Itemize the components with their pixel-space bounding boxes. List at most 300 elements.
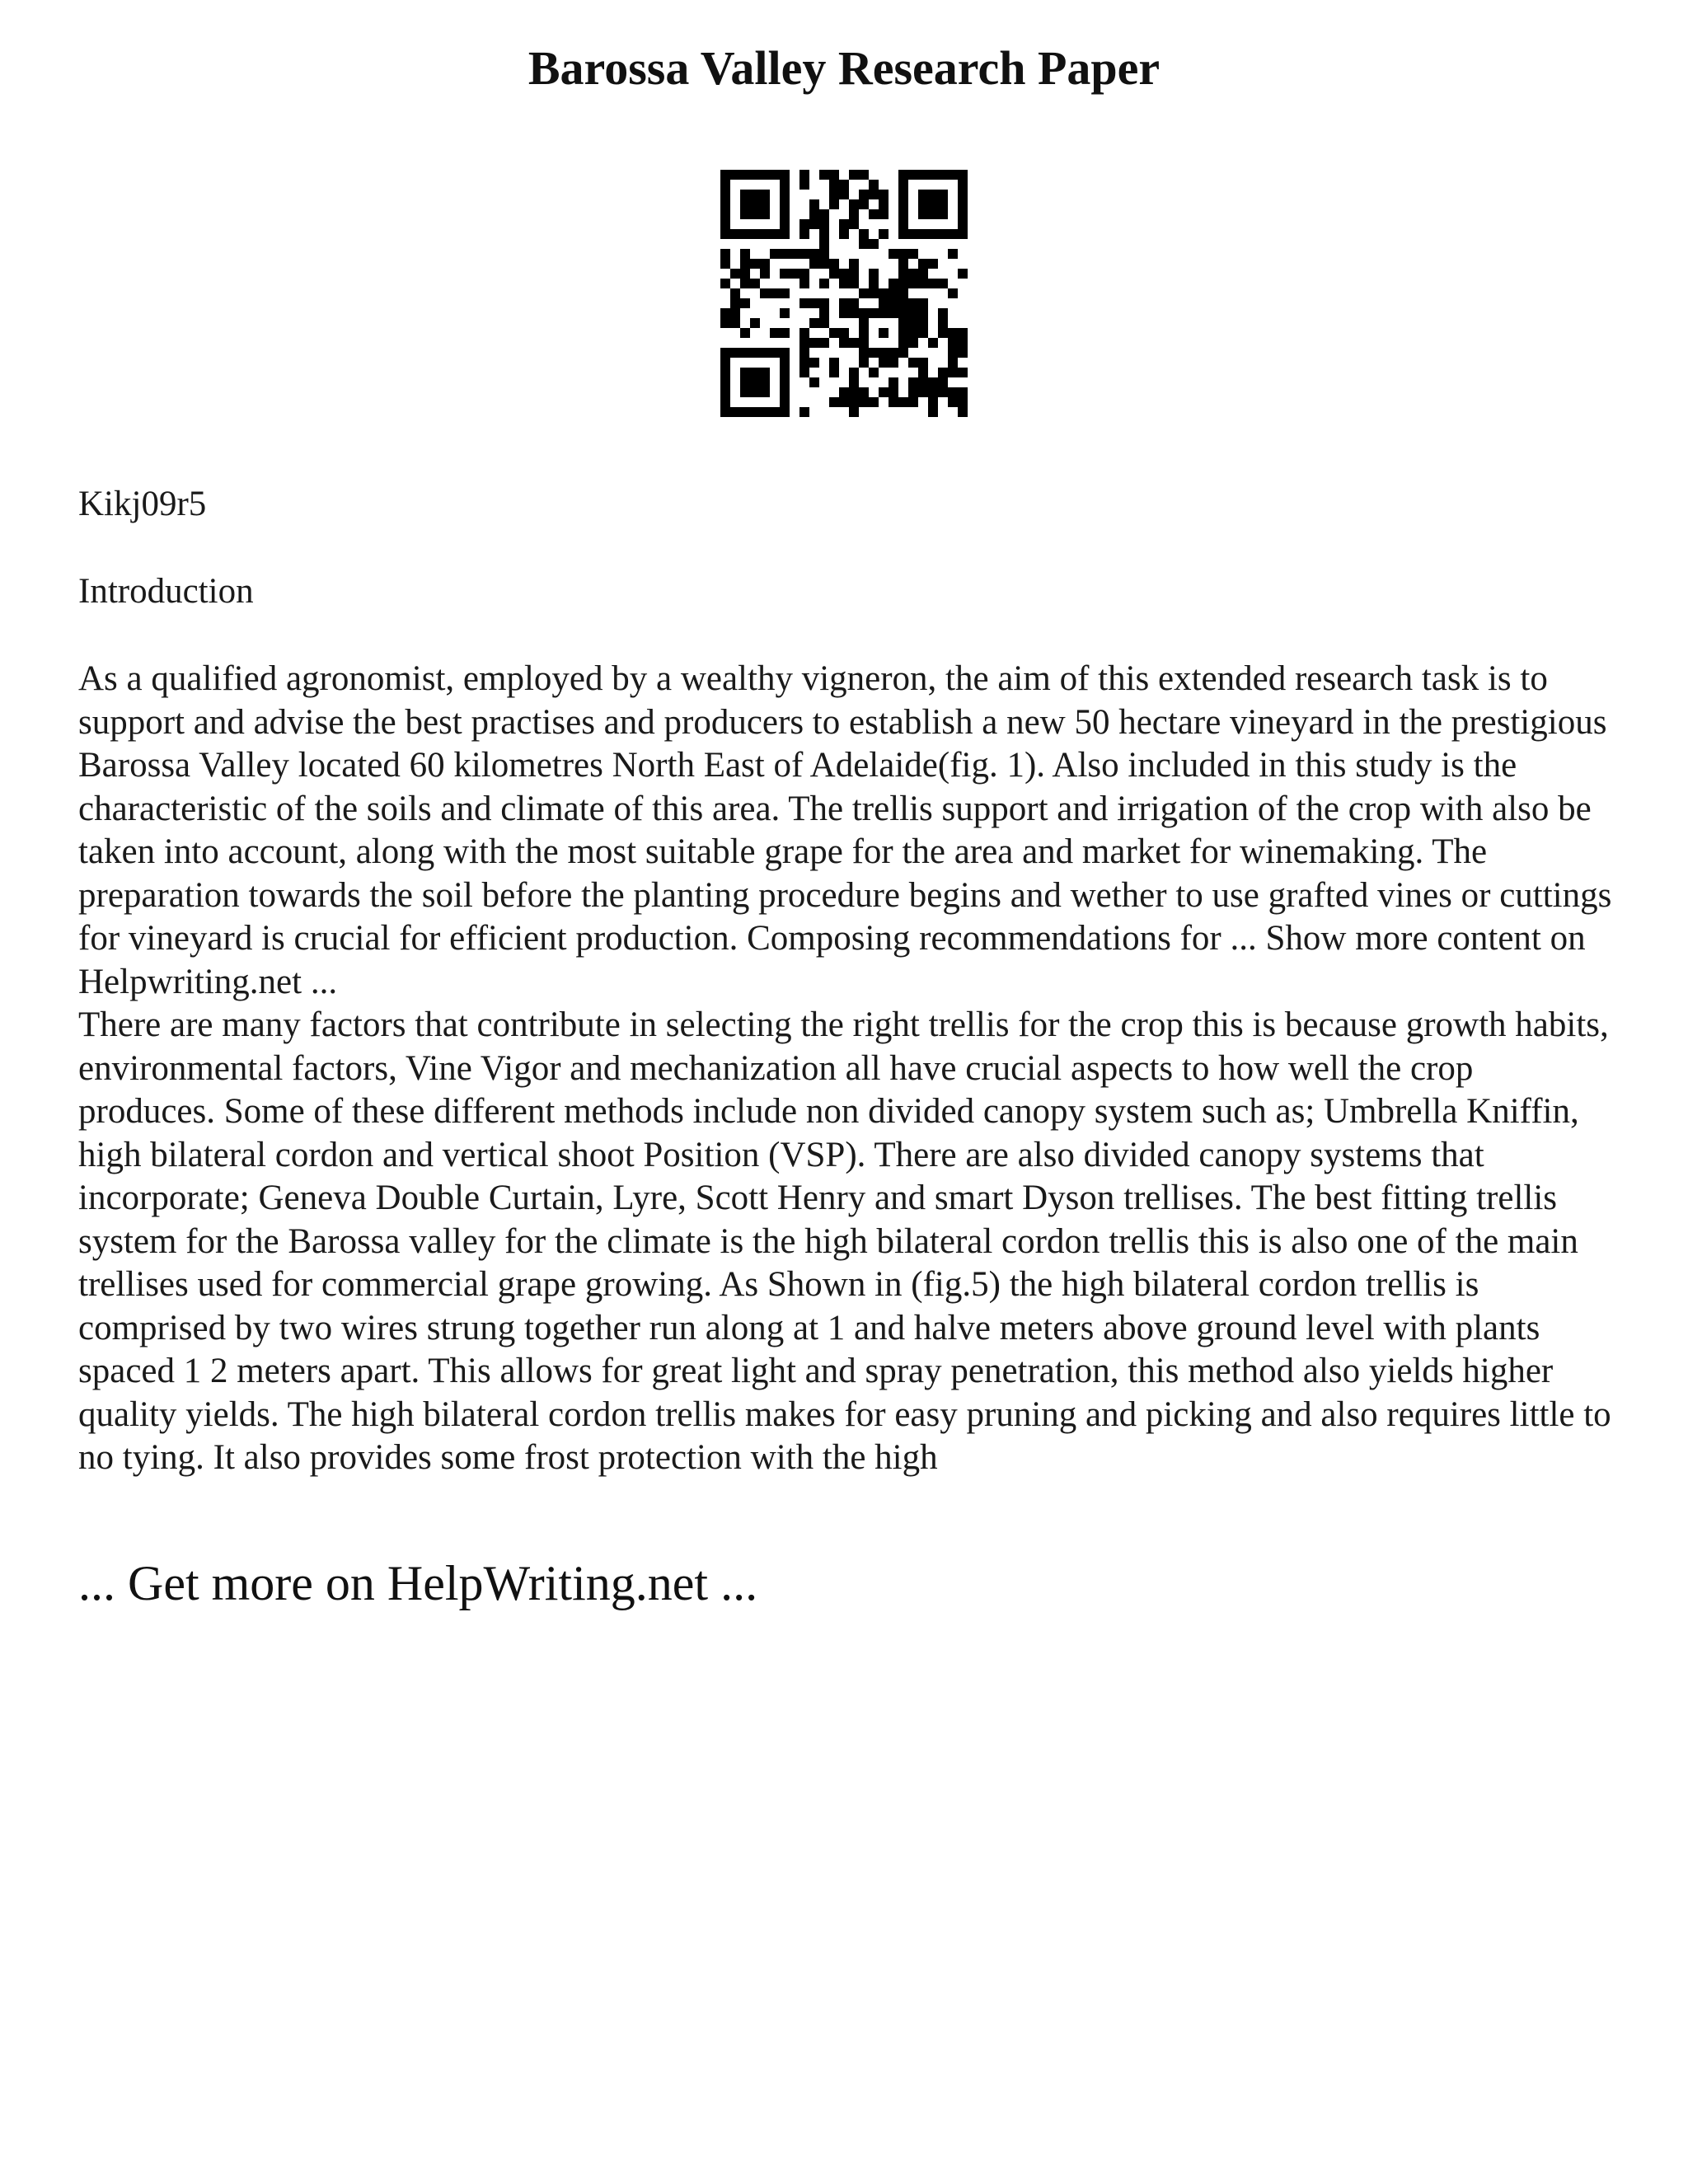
qr-module — [839, 328, 849, 338]
qr-module — [839, 219, 849, 229]
qr-module — [879, 229, 889, 239]
qr-module — [859, 199, 869, 209]
qr-module — [740, 209, 750, 219]
qr-module — [839, 229, 849, 239]
qr-module — [780, 397, 790, 407]
qr-module — [879, 298, 889, 308]
qr-module — [958, 407, 968, 417]
qr-module — [730, 308, 740, 318]
qr-module — [898, 229, 908, 239]
qr-module — [720, 308, 730, 318]
qr-module — [799, 328, 809, 338]
qr-module — [869, 239, 879, 249]
qr-module — [889, 377, 898, 387]
qr-module — [750, 348, 760, 358]
qr-module — [869, 279, 879, 288]
qr-module — [849, 279, 859, 288]
qr-module — [740, 279, 750, 288]
qr-module — [809, 209, 819, 219]
body-text — [78, 658, 1615, 1480]
qr-module — [889, 358, 898, 368]
qr-module — [740, 229, 750, 239]
qr-module — [760, 190, 770, 199]
qr-module — [770, 328, 780, 338]
qr-module — [760, 259, 770, 269]
qr-module — [819, 338, 829, 348]
qr-module — [898, 180, 908, 190]
qr-module — [898, 199, 908, 209]
qr-module — [720, 387, 730, 397]
qr-module — [958, 219, 968, 229]
qr-module — [948, 368, 958, 377]
qr-module — [918, 199, 928, 209]
qr-module — [928, 397, 938, 407]
qr-module — [928, 209, 938, 219]
qr-module — [809, 199, 819, 209]
qr-module — [740, 190, 750, 199]
qr-module — [908, 338, 918, 348]
qr-module — [918, 387, 928, 397]
qr-module — [760, 348, 770, 358]
qr-module — [780, 219, 790, 229]
qr-module — [938, 199, 948, 209]
qr-module — [908, 397, 918, 407]
qr-module — [938, 377, 948, 387]
qr-module — [918, 279, 928, 288]
qr-module — [948, 170, 958, 180]
qr-module — [898, 318, 908, 328]
qr-module — [859, 308, 869, 318]
qr-module — [720, 199, 730, 209]
qr-module — [948, 387, 958, 397]
qr-module — [720, 377, 730, 387]
qr-module — [889, 397, 898, 407]
qr-module — [958, 397, 968, 407]
qr-module — [730, 298, 740, 308]
qr-module — [918, 298, 928, 308]
qr-module — [799, 348, 809, 358]
qr-module — [918, 190, 928, 199]
qr-module — [849, 387, 859, 397]
qr-module — [918, 170, 928, 180]
qr-module — [958, 348, 968, 358]
qr-module — [780, 308, 790, 318]
qr-module — [740, 199, 750, 209]
qr-module — [780, 368, 790, 377]
qr-module — [889, 249, 898, 259]
qr-module — [889, 348, 898, 358]
qr-module — [928, 377, 938, 387]
qr-module — [948, 338, 958, 348]
qr-module — [720, 279, 730, 288]
qr-module — [948, 229, 958, 239]
qr-module — [839, 269, 849, 279]
qr-module — [898, 269, 908, 279]
qr-module — [750, 318, 760, 328]
qr-module — [799, 229, 809, 239]
qr-module — [750, 259, 760, 269]
qr-module — [948, 288, 958, 298]
qr-module — [898, 259, 908, 269]
qr-module — [948, 397, 958, 407]
qr-module — [780, 288, 790, 298]
qr-module — [740, 387, 750, 397]
qr-module — [898, 279, 908, 288]
qr-module — [859, 358, 869, 368]
qr-module — [879, 199, 889, 209]
qr-module — [750, 387, 760, 397]
qr-module — [790, 269, 799, 279]
qr-module — [740, 170, 750, 180]
qr-module — [849, 397, 859, 407]
qr-module — [819, 239, 829, 249]
qr-module — [819, 219, 829, 229]
get-more-link[interactable]: ... Get more on HelpWriting.net ... — [78, 1556, 758, 1610]
qr-module — [720, 209, 730, 219]
qr-module — [720, 318, 730, 328]
qr-module — [730, 229, 740, 239]
qr-module — [918, 229, 928, 239]
qr-module — [948, 249, 958, 259]
qr-module — [760, 288, 770, 298]
qr-module — [770, 229, 780, 239]
qr-module — [740, 328, 750, 338]
qr-module — [750, 229, 760, 239]
qr-module — [869, 288, 879, 298]
qr-module — [809, 259, 819, 269]
qr-module — [809, 358, 819, 368]
qr-module — [958, 209, 968, 219]
qr-module — [869, 209, 879, 219]
qr-module — [908, 318, 918, 328]
qr-module — [780, 249, 790, 259]
qr-module — [898, 288, 908, 298]
qr-module — [869, 180, 879, 190]
qr-module — [918, 368, 928, 377]
qr-module — [879, 348, 889, 358]
qr-module — [750, 209, 760, 219]
qr-module — [879, 308, 889, 318]
qr-module — [859, 229, 869, 239]
qr-module — [770, 407, 780, 417]
qr-module — [799, 279, 809, 288]
qr-module — [859, 170, 869, 180]
qr-module — [879, 288, 889, 298]
qr-module — [750, 170, 760, 180]
qr-module — [938, 229, 948, 239]
qr-module — [780, 407, 790, 417]
qr-module — [859, 288, 869, 298]
qr-module — [859, 239, 869, 249]
qr-module — [730, 269, 740, 279]
qr-module — [928, 229, 938, 239]
qr-module — [730, 288, 740, 298]
qr-module — [780, 170, 790, 180]
qr-module — [849, 170, 859, 180]
qr-module — [898, 328, 908, 338]
qr-module — [958, 170, 968, 180]
qr-module — [859, 318, 869, 328]
qr-module — [799, 407, 809, 417]
qr-module — [819, 259, 829, 269]
qr-module — [938, 387, 948, 397]
qr-module — [918, 377, 928, 387]
qr-module — [928, 190, 938, 199]
qr-module — [720, 348, 730, 358]
qr-module — [750, 368, 760, 377]
qr-module — [760, 229, 770, 239]
qr-module — [770, 170, 780, 180]
qr-module — [750, 279, 760, 288]
qr-module — [908, 377, 918, 387]
qr-module — [958, 387, 968, 397]
qr-module — [809, 219, 819, 229]
qr-module — [928, 338, 938, 348]
qr-module — [928, 387, 938, 397]
qr-module — [829, 170, 839, 180]
qr-module — [750, 407, 760, 417]
qr-module — [869, 308, 879, 318]
qr-module — [730, 407, 740, 417]
qr-module — [908, 298, 918, 308]
qr-module — [740, 298, 750, 308]
qr-module — [928, 407, 938, 417]
qr-module — [819, 209, 829, 219]
qr-module — [928, 259, 938, 269]
qr-module — [780, 387, 790, 397]
qr-module — [799, 269, 809, 279]
qr-module — [869, 269, 879, 279]
qr-module — [799, 219, 809, 229]
qr-code-icon[interactable] — [720, 170, 968, 417]
qr-module — [958, 180, 968, 190]
qr-module — [730, 318, 740, 328]
qr-module — [799, 298, 809, 308]
qr-module — [740, 407, 750, 417]
qr-module — [730, 348, 740, 358]
qr-module — [869, 368, 879, 377]
qr-module — [948, 348, 958, 358]
qr-module — [879, 387, 889, 397]
paragraph: There are many factors that contribute in selecting the right trellis for the crop this is because growth habits, environmental factors, Vine Vigor and mechanization all have crucial aspects to how well the crop produces. Some of these different methods include non divided canopy system such as; Umbrella Kniffin, high bilateral cordon and vertical shoot Position (VSP). There are also divided canopy systems that incorporate; Geneva Double Curtain, Lyre, Scott Henry and smart Dyson trellises. The best fitting trellis system for the Barossa valley for the climate is the high bilateral cordon trellis this is also one of the main trellises used for commercial grape growing. As Shown in (fig.5) the high bilateral cordon trellis is comprised by two wires strung together run along at 1 and halve meters above ground level with plants spaced 1 2 meters apart. This allows for great light and spray penetration, this method also yields higher quality yields. The high bilateral cordon trellis makes for easy pruning and picking and also requires little to no tying. It also provides some frost protection with the high — [78, 1005, 1611, 1477]
qr-module — [898, 219, 908, 229]
qr-module — [809, 249, 819, 259]
qr-module — [908, 328, 918, 338]
qr-module — [879, 190, 889, 199]
qr-module — [799, 338, 809, 348]
qr-module — [740, 259, 750, 269]
qr-module — [720, 397, 730, 407]
qr-module — [740, 249, 750, 259]
qr-module — [760, 368, 770, 377]
qr-module — [780, 358, 790, 368]
qr-module — [809, 298, 819, 308]
qr-module — [859, 387, 869, 397]
qr-module — [958, 328, 968, 338]
qr-module — [720, 229, 730, 239]
qr-module — [829, 199, 839, 209]
qr-module — [760, 170, 770, 180]
qr-module — [720, 249, 730, 259]
qr-module — [908, 387, 918, 397]
qr-module — [889, 308, 898, 318]
qr-module — [948, 328, 958, 338]
qr-module — [849, 199, 859, 209]
qr-module — [780, 377, 790, 387]
qr-module — [829, 190, 839, 199]
qr-module — [849, 368, 859, 377]
qr-module — [849, 298, 859, 308]
qr-module — [918, 328, 928, 338]
qr-module — [889, 288, 898, 298]
qr-module — [889, 387, 898, 397]
qr-module — [849, 209, 859, 219]
qr-module — [938, 190, 948, 199]
author-id: Kikj09r5 — [78, 485, 207, 523]
qr-module — [839, 308, 849, 318]
qr-module — [809, 318, 819, 328]
qr-module — [790, 249, 799, 259]
qr-module — [720, 358, 730, 368]
qr-module — [938, 279, 948, 288]
qr-module — [889, 279, 898, 288]
qr-module — [869, 348, 879, 358]
qr-module — [760, 269, 770, 279]
qr-module — [770, 348, 780, 358]
qr-module — [829, 269, 839, 279]
qr-module — [809, 377, 819, 387]
section-heading: Introduction — [78, 572, 254, 611]
qr-module — [849, 377, 859, 387]
qr-module — [799, 249, 809, 259]
qr-module — [740, 368, 750, 377]
qr-module — [859, 338, 869, 348]
qr-module — [740, 348, 750, 358]
qr-module — [898, 308, 908, 318]
qr-module — [839, 338, 849, 348]
qr-module — [938, 170, 948, 180]
qr-module — [869, 397, 879, 407]
qr-module — [938, 318, 948, 328]
qr-module — [839, 180, 849, 190]
qr-module — [859, 397, 869, 407]
qr-module — [780, 180, 790, 190]
qr-module — [898, 190, 908, 199]
qr-module — [898, 397, 908, 407]
qr-module — [859, 190, 869, 199]
qr-module — [958, 368, 968, 377]
page-title: Barossa Valley Research Paper — [528, 41, 1160, 95]
qr-module — [819, 229, 829, 239]
qr-module — [829, 368, 839, 377]
qr-module — [799, 368, 809, 377]
qr-module — [849, 338, 859, 348]
qr-module — [849, 259, 859, 269]
qr-module — [770, 249, 780, 259]
qr-module — [760, 199, 770, 209]
qr-module — [799, 170, 809, 180]
qr-module — [750, 199, 760, 209]
qr-module — [928, 170, 938, 180]
qr-module — [809, 338, 819, 348]
qr-module — [938, 328, 948, 338]
qr-module — [849, 219, 859, 229]
qr-module — [760, 209, 770, 219]
qr-module — [730, 170, 740, 180]
qr-module — [849, 407, 859, 417]
qr-module — [780, 190, 790, 199]
qr-module — [938, 368, 948, 377]
qr-module — [829, 358, 839, 368]
qr-module — [918, 308, 928, 318]
qr-module — [720, 259, 730, 269]
qr-module — [819, 170, 829, 180]
qr-module — [958, 190, 968, 199]
qr-module — [770, 288, 780, 298]
qr-module — [859, 348, 869, 358]
qr-module — [780, 199, 790, 209]
qr-module — [879, 358, 889, 368]
qr-module — [908, 229, 918, 239]
qr-module — [839, 190, 849, 199]
qr-module — [948, 358, 958, 368]
qr-module — [958, 269, 968, 279]
qr-module — [720, 180, 730, 190]
qr-module — [958, 338, 968, 348]
qr-module — [720, 170, 730, 180]
qr-module — [908, 170, 918, 180]
qr-module — [750, 190, 760, 199]
qr-module — [740, 269, 750, 279]
qr-module — [849, 308, 859, 318]
qr-module — [750, 377, 760, 387]
qr-module — [720, 219, 730, 229]
qr-module — [780, 328, 790, 338]
qr-module — [720, 190, 730, 199]
qr-module — [908, 249, 918, 259]
qr-module — [958, 229, 968, 239]
qr-module — [898, 209, 908, 219]
qr-module — [829, 328, 839, 338]
qr-module — [799, 180, 809, 190]
qr-module — [839, 298, 849, 308]
qr-module — [918, 358, 928, 368]
qr-module — [740, 377, 750, 387]
qr-module — [780, 348, 790, 358]
qr-module — [849, 269, 859, 279]
qr-module — [918, 269, 928, 279]
qr-module — [829, 180, 839, 190]
qr-module — [908, 358, 918, 368]
qr-module — [928, 199, 938, 209]
qr-module — [819, 249, 829, 259]
qr-module — [898, 348, 908, 358]
qr-module — [799, 358, 809, 368]
qr-module — [898, 338, 908, 348]
qr-module — [869, 190, 879, 199]
qr-module — [760, 407, 770, 417]
qr-module — [819, 298, 829, 308]
paragraph: As a qualified agronomist, employed by a wealthy vigneron, the aim of this extended research task is to support and advise the best practises and producers to establish a new 50 hectare vineyard in the prestigious Barossa Valley located 60 kilometres North East of Adelaide(fig. 1). Also included in this study is the characteristic of the soils and climate of this area. The trellis support and irrigation of the crop with also be taken into account, along with the most suitable grape for the area and market for winemaking. The preparation towards the soil before the planting procedure begins and wether to use grafted vines or cuttings for vineyard is crucial for efficient production. Composing recommendations for ... Show more content on Helpwriting.net ... — [78, 659, 1612, 1001]
qr-module — [879, 209, 889, 219]
qr-module — [839, 387, 849, 397]
qr-module — [859, 328, 869, 338]
qr-module — [780, 209, 790, 219]
qr-module — [780, 229, 790, 239]
qr-module — [918, 318, 928, 328]
qr-module — [720, 407, 730, 417]
qr-module — [918, 259, 928, 269]
